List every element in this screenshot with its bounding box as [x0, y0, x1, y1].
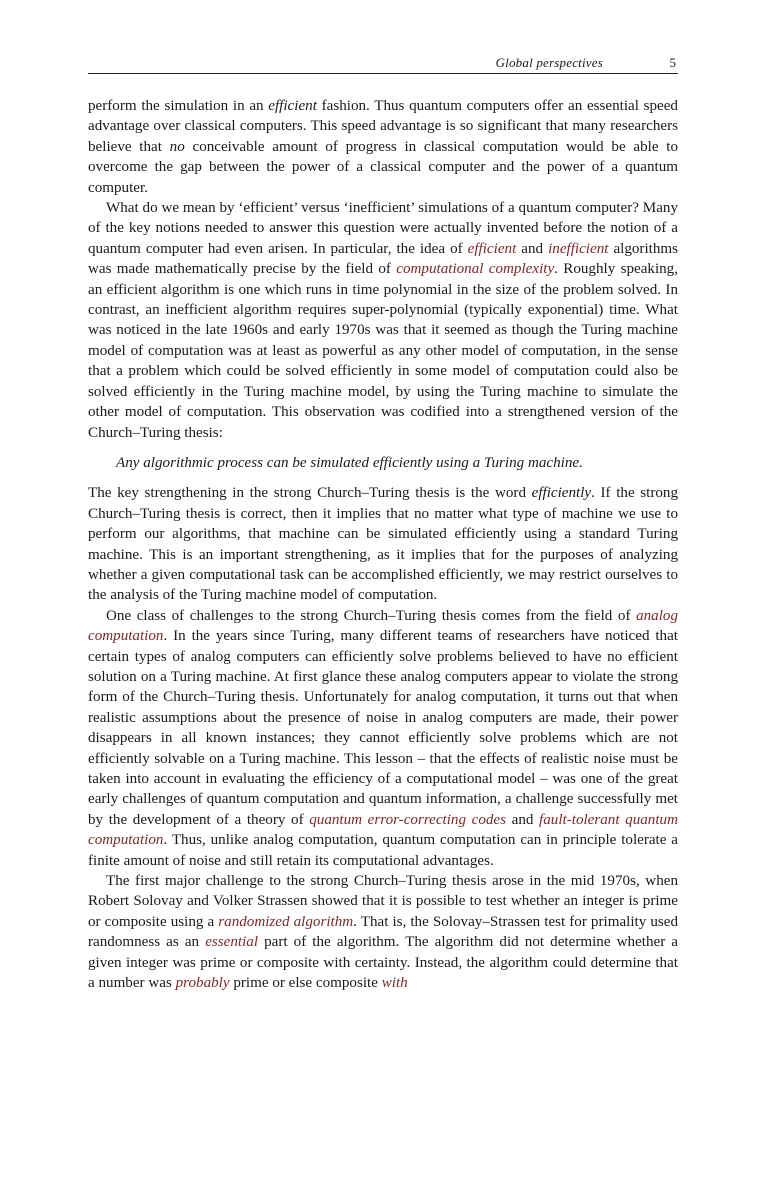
text-run: prime or else composite — [229, 975, 382, 992]
text-run: part of the algorithm. The algorithm did not determine whether a given integer was prime or composite with certainty. Instead, the algorithm could determine that a number was — [88, 934, 679, 992]
paragraph-p4 — [88, 606, 678, 871]
key-term: efficient — [467, 240, 517, 257]
text-run: . If the strong Church–Turing thesis is correct, then it implies that no matter what type of machine we use to perform our algorithms, that machine can be simulated efficiently using a standard Turing machine. This is an important strengthening, as it implies that for the purposes of analyzing whether a given computational task can be accomplished efficiently, we may restrict ourselves to the analysis of the Turing machine model of computation. — [88, 485, 679, 604]
running-head — [88, 53, 678, 74]
text-run: conceivable amount of progress in classical computation would be able to overcome the gap between the power of a classical computer and the power of a quantum computer. — [88, 138, 678, 196]
key-term: with — [381, 975, 408, 992]
key-term: probably — [175, 975, 230, 992]
paragraph-p5 — [88, 871, 678, 993]
running-head-title: Global perspectives — [495, 55, 603, 70]
key-term: computational complexity — [396, 261, 555, 278]
text-run: . Thus, unlike analog computation, quantum computation can in principle tolerate a finite amount of noise and still retain its computational advantages. — [88, 832, 678, 869]
paragraph-p2 — [88, 198, 678, 443]
key-term: fault-tolerant quantum computation — [88, 811, 678, 849]
key-term: analog computation — [88, 607, 678, 645]
text-run: Any algorithmic process can be simulated efficiently using a Turing machine. — [116, 454, 583, 471]
text-run: and — [516, 240, 549, 257]
text-run: algorithms was made mathematically precise by the field of — [88, 240, 678, 278]
text-run: perform the simulation in an — [88, 98, 269, 114]
text-run: One class of challenges to the strong Church–Turing thesis comes from the field of — [106, 607, 637, 624]
key-term: inefficient — [548, 240, 609, 257]
page-number: 5 — [669, 55, 676, 70]
thesis-statement — [116, 453, 678, 473]
paragraph-p3 — [88, 483, 678, 605]
text-run: The first major challenge to the strong Church–Turing thesis arose in the mid 1970s, when Robert Solovay and Volker Strassen showed that it is possible to test whether an integer is prime or composite using a — [88, 873, 678, 930]
text-run: What do we mean by ‘efficient’ versus ‘inefficient’ simulations of a quantum computer? Many of the key notions needed to answer this question were actually invented before the notion of a quantum computer had even arisen. In particular, the idea of — [88, 200, 678, 257]
emphasis: efficiently — [531, 485, 592, 502]
paragraph-p1 — [88, 96, 678, 198]
text-run: fashion. Thus quantum computers offer an essential speed advantage over classical computers. This speed advantage is so significant that many researchers believe that — [88, 98, 678, 155]
body-text — [88, 96, 678, 993]
emphasis: no — [169, 138, 185, 155]
key-term: randomized algorithm — [218, 913, 354, 930]
key-term: quantum error-correcting codes — [309, 811, 507, 828]
text-run: The key strengthening in the strong Church–Turing thesis is the word — [88, 485, 532, 502]
text-run: . Roughly speaking, an efficient algorithm is one which runs in time polynomial in the size of the problem solved. In contrast, an inefficient algorithm requires super-polynomial (typically exponential) time. What was noticed in the late 1960s and early 1970s was that it seemed as though the Turing machine model of computation was at least as powerful as any other model of computation, in the sense that a problem which could be solved efficiently in some model of computation could also be solved efficiently in the Turing machine model, by using the Turing machine to simulate the other model of computation. This observation was codified into a strengthened version of the Church–Turing thesis: — [88, 261, 679, 441]
text-run: . That is, the Solovay–Strassen test for primality used randomness as an — [88, 913, 678, 951]
key-term: essential — [205, 934, 259, 951]
emphasis: efficient — [268, 98, 317, 114]
text-run: . In the years since Turing, many different teams of researchers have noticed that certain types of analog computers can efficiently solve problems believed to have no efficient solution on a Turing machine. At first glance these analog computers appear to violate the strong form of the Church–Turing thesis. Unfortunately for analog computation, it turns out that when realistic assumptions about the presence of noise in analog computers are made, their power disappears in all known instances; they cannot efficiently solve problems which are not efficiently solvable on a Turing machine. This lesson – that the effects of realistic noise must be taken into account in evaluating the efficiency of a computational model – was one of the great early challenges of quantum computation and quantum information, a challenge successfully met by the development of a theory of — [88, 628, 678, 828]
text-run: and — [506, 811, 540, 828]
